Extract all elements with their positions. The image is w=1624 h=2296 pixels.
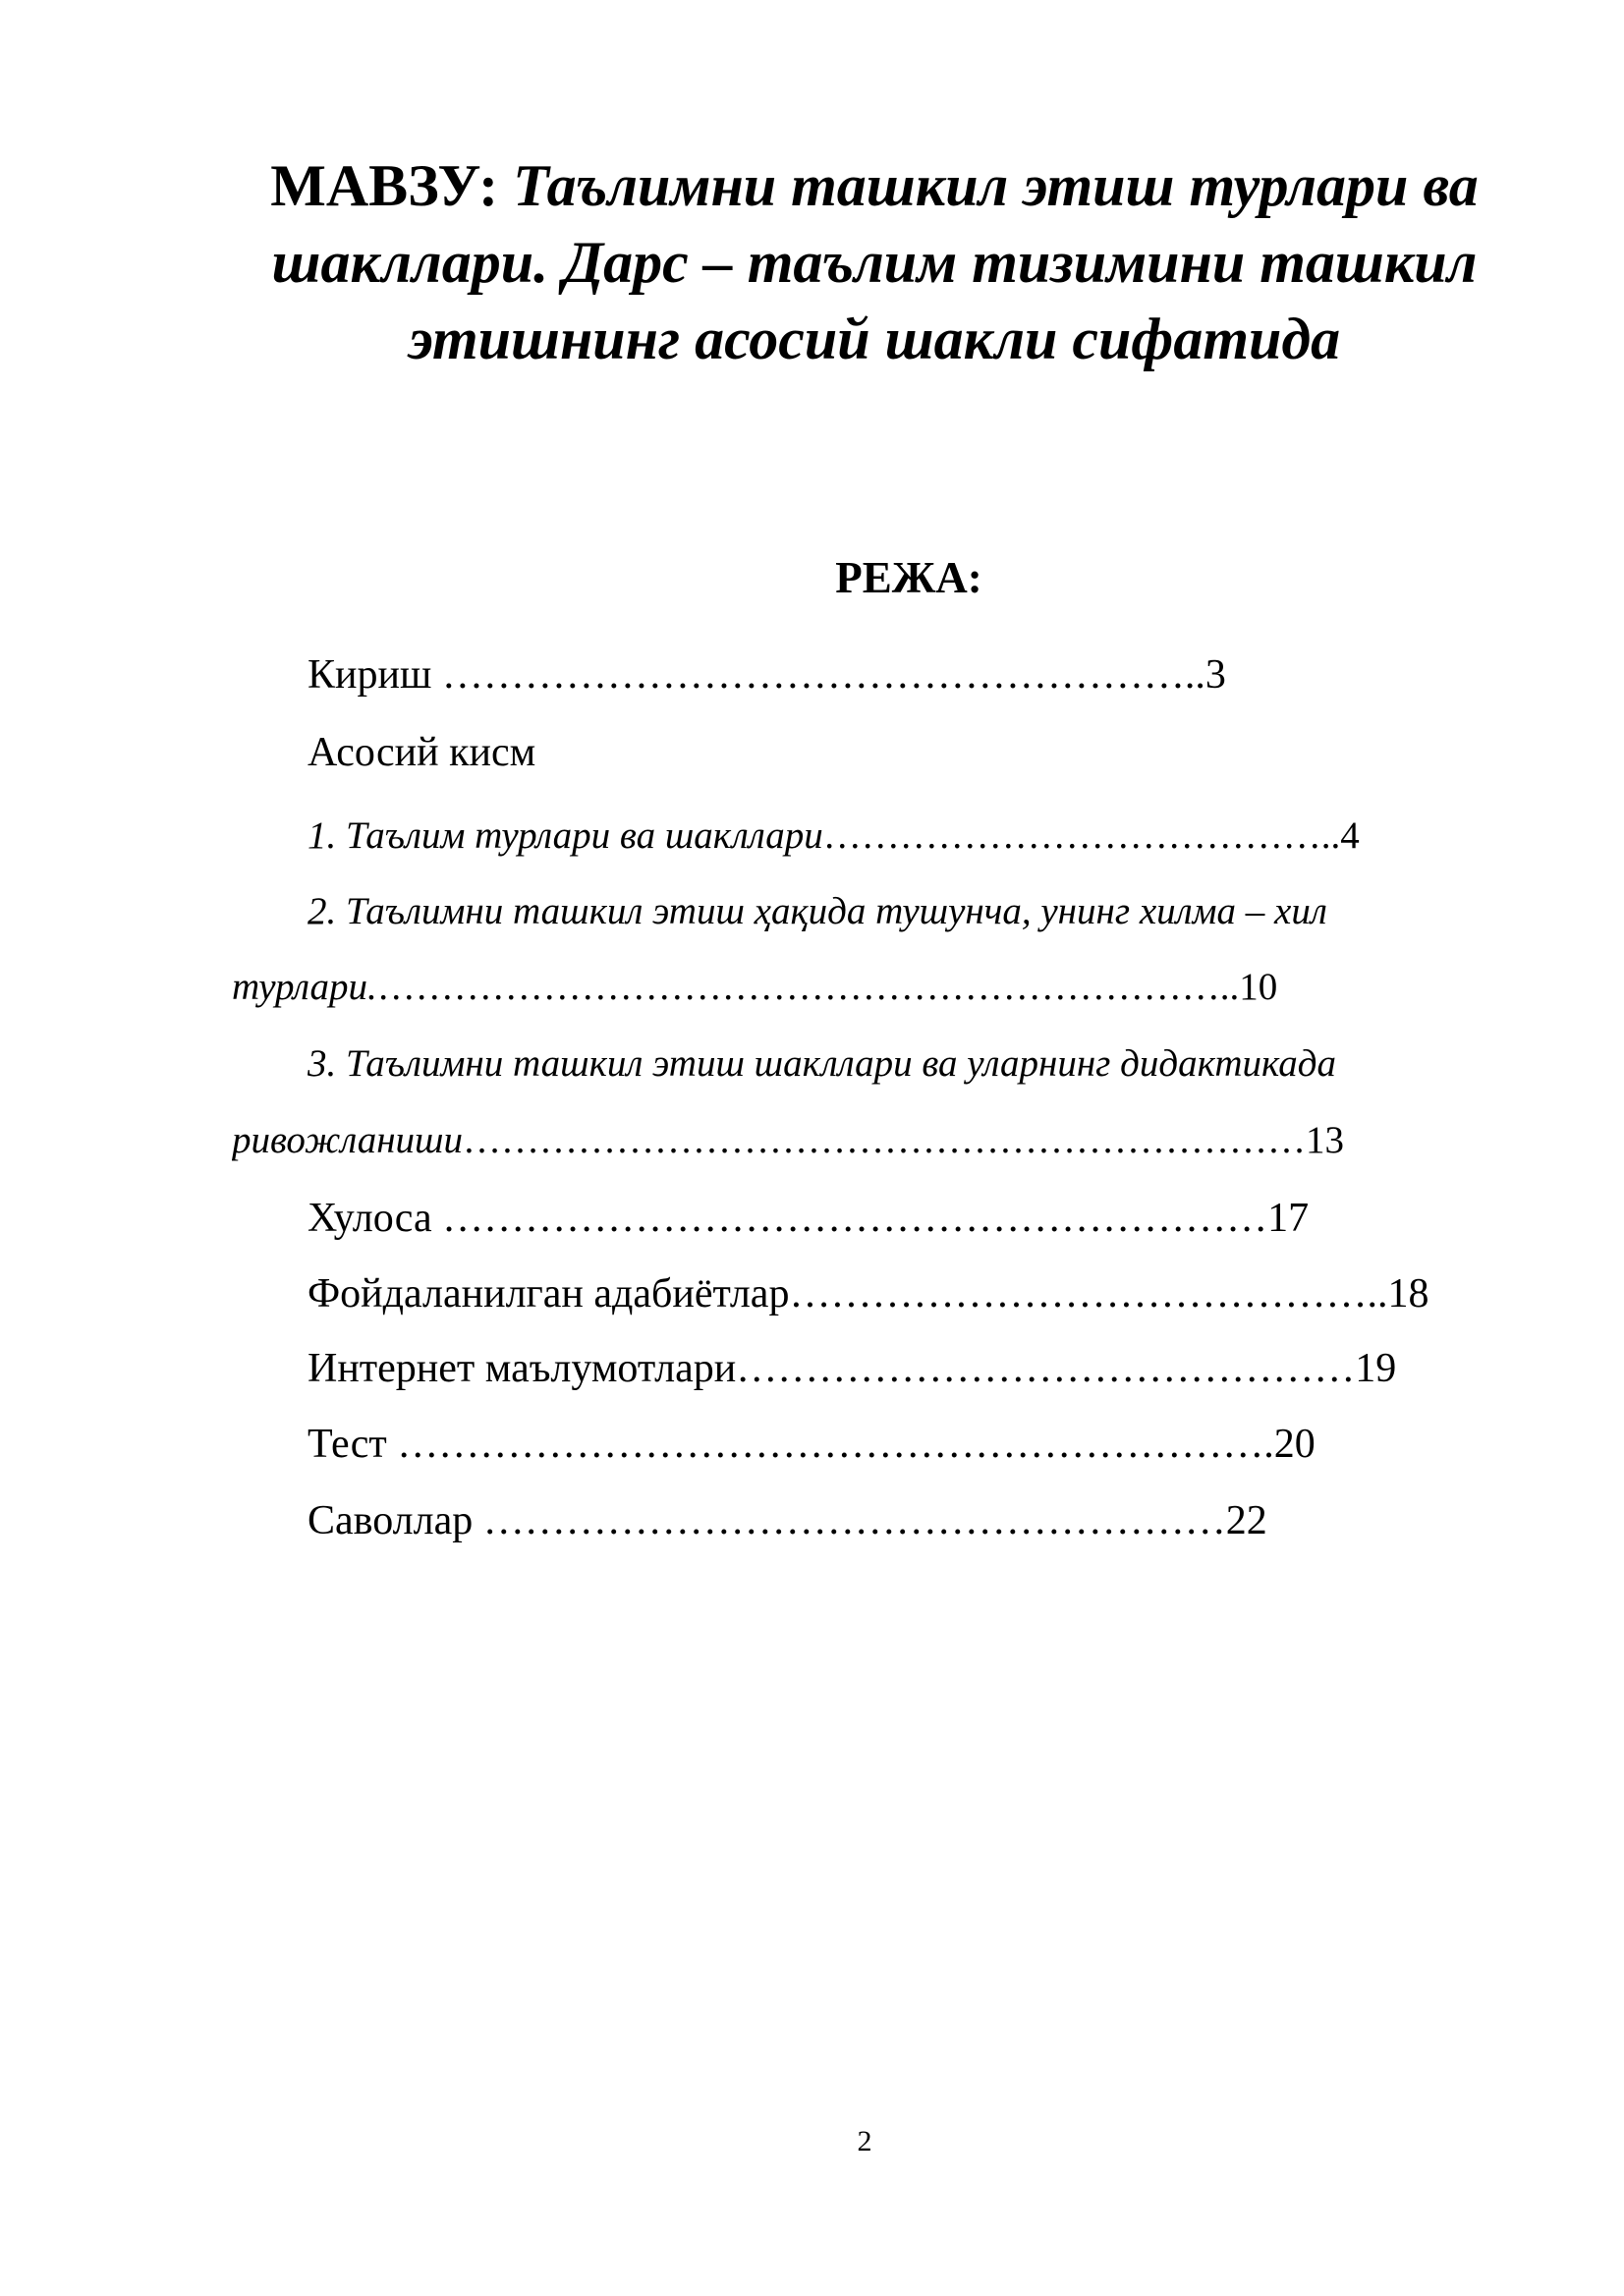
toc-item-text: турлари. — [232, 966, 377, 1008]
toc-item-internet-sources — [308, 1341, 1514, 1396]
toc-item-references — [308, 1266, 1514, 1321]
toc-item-text: 1. Таълим турлари ва шакллари — [308, 814, 823, 857]
toc-dot-leader: ……………………………………………….. — [441, 652, 1205, 698]
toc-item-section-3-line-1 — [308, 1036, 1514, 1092]
toc-page-number: 3 — [1204, 652, 1226, 698]
toc-item-questions — [308, 1493, 1514, 1548]
toc-item-text: 3. Таълимни ташкил этиш шакллари ва уларнинг дидактикада — [308, 1042, 1337, 1085]
toc-page-number: 13 — [1306, 1119, 1344, 1161]
toc-item-text: Кириш — [308, 652, 442, 698]
title-subject-1: Таълимни ташкил этиш турлари ва — [513, 153, 1479, 218]
toc-item-test — [308, 1417, 1514, 1472]
toc-dot-leader: ……………………………………… — [736, 1346, 1356, 1391]
toc-item-text: Асосий кисм — [308, 730, 536, 775]
toc-dot-leader: ………………………………………………………. — [397, 1422, 1274, 1467]
toc-item-section-1 — [308, 809, 1514, 864]
document-title — [236, 147, 1513, 377]
toc-dot-leader: ……………………………………………… — [482, 1498, 1226, 1543]
toc-item-conclusion — [308, 1191, 1514, 1246]
toc-page-number: 4 — [1340, 814, 1360, 857]
toc-page-number: 10 — [1239, 966, 1278, 1008]
toc-item-text: ривожланиши — [232, 1119, 463, 1161]
toc-item-section-2-line-2 — [232, 960, 1514, 1015]
title-line-1 — [236, 147, 1513, 224]
title-line-2: шакллари. Дарс – таълим тизимини ташкил — [271, 230, 1478, 295]
toc-item-main-part — [308, 725, 1514, 780]
toc-page-number: 20 — [1273, 1422, 1316, 1467]
toc-item-section-3-line-2 — [232, 1113, 1514, 1168]
toc-page-number: 18 — [1387, 1271, 1429, 1316]
toc-item-text: Саволлар — [308, 1498, 483, 1543]
toc-item-text: Тест — [308, 1422, 398, 1467]
toc-item-section-2-line-1 — [308, 884, 1514, 939]
plan-heading: РЕЖА: — [835, 553, 982, 602]
toc-dot-leader: …………………………………………………… — [442, 1196, 1268, 1241]
toc-item-text: 2. Таълимни ташкил этиш ҳақида тушунча, унинг хилма – хил — [308, 890, 1327, 932]
title-line-3: этишнинг асосий шакли сифатида — [408, 307, 1341, 371]
toc-page-number: 19 — [1355, 1346, 1397, 1391]
toc-page-number: 22 — [1225, 1498, 1267, 1543]
toc-dot-leader: ………………………………………………………….. — [376, 966, 1240, 1008]
toc-dot-leader: ………………………………………………………… — [463, 1119, 1306, 1161]
toc-page-number: 17 — [1267, 1196, 1310, 1241]
toc-item-text: Интернет маълумотлари — [308, 1346, 737, 1391]
toc-item-introduction — [308, 647, 1514, 702]
toc-dot-leader: …………………………………….. — [789, 1271, 1388, 1316]
toc-item-text: Фойдаланилган адабиётлар — [308, 1271, 790, 1316]
toc-dot-leader: ………………………………….. — [822, 814, 1341, 857]
toc-item-text: Хулоса — [308, 1196, 443, 1241]
page-number: 2 — [857, 2125, 872, 2157]
title-label: МАВЗУ: — [270, 153, 499, 218]
